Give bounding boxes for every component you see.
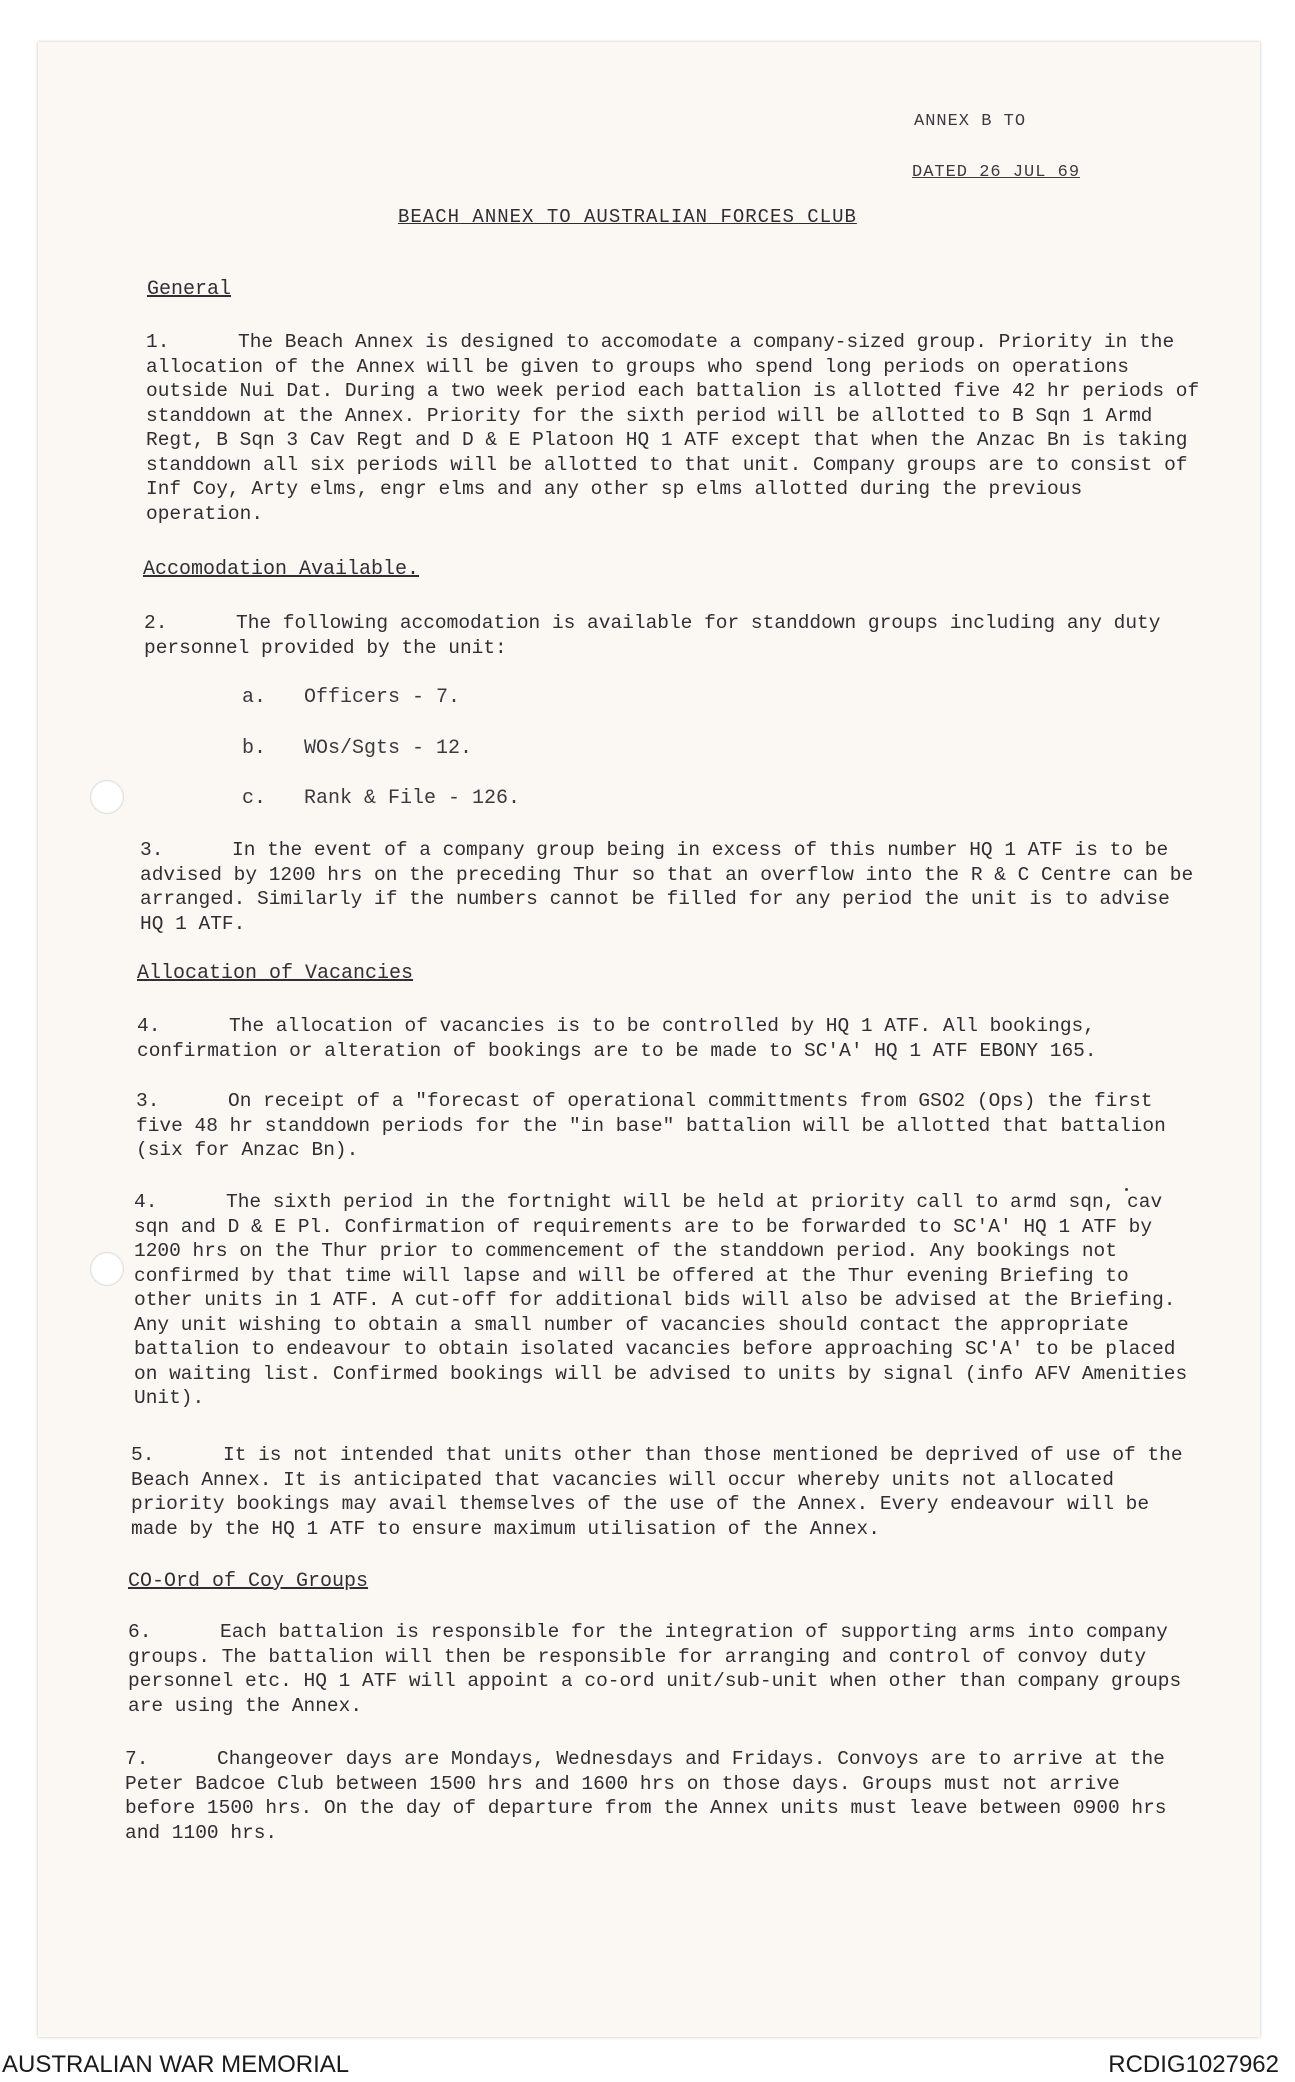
item-letter: b.	[242, 737, 267, 760]
paragraph-5	[136, 1089, 1196, 1163]
punch-hole	[90, 1252, 124, 1286]
paragraph-7	[131, 1443, 1191, 1541]
item-text: Rank & File - 126.	[304, 787, 521, 810]
document-title: BEACH ANNEX TO AUSTRALIAN FORCES CLUB	[398, 206, 857, 228]
paragraph-text: It is not intended that units other than those mentioned be deprived of use of the Beach Annex. It is anticipated that vacancies will occur whereby units not allocated priority bookings may avail themselves of the use of the Annex. Every endeavour will be made by the HQ 1 ATF to ensure maximum utilisation of the Annex.	[131, 1444, 1183, 1540]
paragraph-6	[134, 1190, 1194, 1411]
paragraph-3	[140, 838, 1200, 936]
paragraph-number: 3.	[136, 1090, 160, 1112]
paragraph-number: 6.	[128, 1621, 152, 1643]
paragraph-text: The following accomodation is available for standdown groups including any duty personnel provided by the unit:	[144, 612, 1161, 659]
accommodation-item-wos-sgts	[242, 737, 472, 760]
paragraph-number: 7.	[125, 1748, 149, 1770]
paragraph-number: 5.	[131, 1444, 155, 1466]
paragraph-number: 1.	[146, 331, 170, 353]
footer-record-id: RCDIG1027962	[1108, 2051, 1279, 2078]
item-text: WOs/Sgts - 12.	[304, 737, 473, 760]
heading-accommodation: Accomodation Available.	[143, 558, 420, 581]
stray-mark	[1125, 1188, 1128, 1191]
paragraph-text: The allocation of vacancies is to be controlled by HQ 1 ATF. All bookings, confirmation or alteration of bookings are to be made to SC'A' HQ 1 ATF EBONY 165.	[137, 1015, 1097, 1062]
paragraph-2	[144, 611, 1204, 660]
paragraph-number: 4.	[137, 1015, 161, 1037]
footer-archive-name: AUSTRALIAN WAR MEMORIAL	[2, 2051, 350, 2078]
paragraph-text: The Beach Annex is designed to accomodate a company-sized group. Priority in the allocation of the Annex will be given to groups who spend long periods on operations outside Nui Dat. During a two week period each battalion is allotted five 42 hr periods of standdown at the Annex. Priority for the sixth period will be allotted to B Sqn 1 Armd Regt, B Sqn 3 Cav Regt and D & E Platoon HQ 1 ATF except that when the Anzac Bn is taking standdown all six periods will be allotted to that unit. Company groups are to consist of Inf Coy, Arty elms, engr elms and any other sp elms allotted during the previous operation.	[146, 331, 1200, 525]
item-letter: a.	[242, 686, 267, 709]
date-reference: DATED 26 JUL 69	[912, 163, 1081, 182]
paragraph-text: In the event of a company group being in excess of this number HQ 1 ATF is to be advised by 1200 hrs on the preceding Thur so that an overflow into the R & C Centre can be arranged. Similarly if the numbers cannot be filled for any period the unit is to advise HQ 1 ATF.	[140, 839, 1194, 935]
heading-coord: CO-Ord of Coy Groups	[128, 1570, 369, 1593]
paragraph-4	[137, 1014, 1197, 1063]
paragraph-9	[125, 1747, 1185, 1845]
paragraph-text: On receipt of a "forecast of operational committments from GSO2 (Ops) the first five 48 hr standdown periods for the "in base" battalion will be allotted that battalion (six for Anzac Bn).	[136, 1090, 1166, 1161]
heading-allocation: Allocation of Vacancies	[137, 962, 414, 985]
paragraph-number: 4.	[134, 1191, 158, 1213]
accommodation-item-rank-file	[242, 787, 520, 810]
paragraph-8	[128, 1620, 1188, 1718]
heading-general: General	[147, 278, 232, 301]
punch-hole	[90, 780, 124, 814]
paragraph-number: 3.	[140, 839, 164, 861]
paragraph-text: The sixth period in the fortnight will be held at priority call to armd sqn, cav sqn and D & E Pl. Confirmation of requirements are to be forwarded to SC'A' HQ 1 ATF by 1200 hrs on the Thur prior to commencement of the standdown period. Any bookings not confirmed by that time will lapse and will be offered at the Thur evening Briefing to other units in 1 ATF. A cut-off for additional bids will also be advised at the Briefing. Any unit wishing to obtain a small number of vacancies should contact the appropriate battalion to endeavour to obtain isolated vacancies before approaching SC'A' to be placed on waiting list. Confirmed bookings will be advised to units by signal (info AFV Amenities Unit).	[134, 1191, 1188, 1409]
item-letter: c.	[242, 787, 267, 810]
accommodation-item-officers	[242, 686, 460, 709]
annex-reference: ANNEX B TO	[914, 112, 1027, 131]
paragraph-text: Each battalion is responsible for the integration of supporting arms into company groups. The battalion will then be responsible for arranging and control of convoy duty personnel etc. HQ 1 ATF will appoint a co-ord unit/sub-unit when other than company groups are using the Annex.	[128, 1621, 1182, 1717]
item-text: Officers - 7.	[304, 686, 461, 709]
paragraph-text: Changeover days are Mondays, Wednesdays and Fridays. Convoys are to arrive at the Peter Badcoe Club between 1500 hrs and 1600 hrs on those days. Groups must not arrive before 1500 hrs. On the day of departure from the Annex units must leave between 0900 hrs and 1100 hrs.	[125, 1748, 1167, 1844]
paragraph-1	[146, 330, 1206, 526]
paragraph-number: 2.	[144, 612, 168, 634]
